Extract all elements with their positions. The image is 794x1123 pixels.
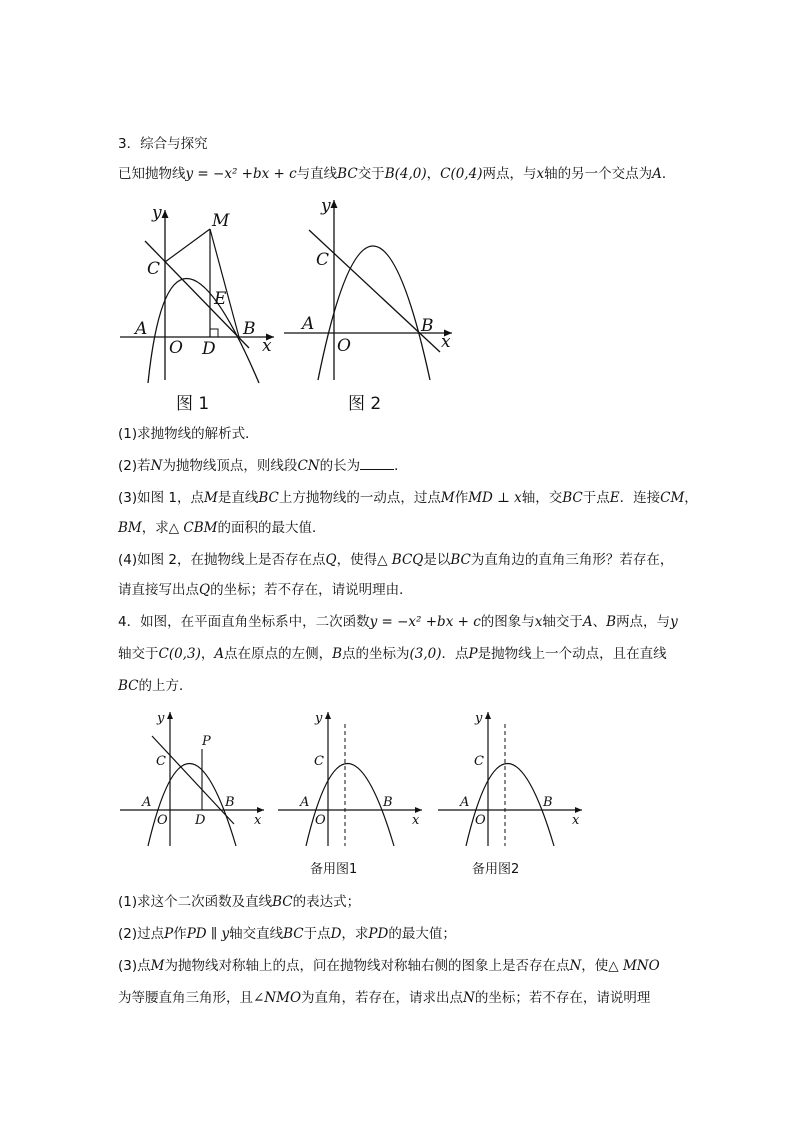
label-b: B: [225, 795, 235, 810]
q4-figure-alt-1-svg: [276, 706, 426, 881]
text: 两点，与: [616, 614, 671, 630]
q4-equation: y = −x² +bx + c: [369, 614, 481, 630]
label-b: B: [243, 319, 256, 339]
label-x: x: [572, 813, 580, 828]
parabola: [466, 764, 554, 847]
q4-figure-main-svg: [118, 706, 268, 856]
q3-part-2: [118, 456, 408, 476]
y-var: y: [670, 614, 678, 630]
text: 请直接写出点: [118, 582, 199, 598]
point-e: E: [609, 490, 620, 506]
point-m: M: [150, 958, 165, 974]
alt-figure-1-caption: 备用图1: [310, 862, 358, 877]
label-e: E: [214, 289, 227, 309]
q3-stem-text: 已知抛物线: [118, 166, 186, 182]
label-o: O: [157, 813, 168, 828]
label-b: B: [383, 795, 393, 810]
segment-cn: CN: [297, 458, 320, 474]
text: ．点: [441, 646, 469, 662]
point-b: B: [332, 646, 343, 662]
label-c: C: [474, 754, 484, 769]
alt-figure-2-caption: 备用图2: [472, 862, 520, 877]
point-n: N: [150, 458, 163, 474]
md-perp-x: MD ⊥ x: [468, 490, 522, 506]
q3-figure-1: [112, 198, 282, 422]
text: 轴，交: [521, 490, 563, 506]
q3-part-4-line-1: [118, 550, 673, 570]
q4-part-3-line-2: [118, 988, 650, 1008]
q4-line-2: [118, 644, 667, 664]
text: 为直角边的直角三角形？若存在，: [470, 552, 674, 568]
right-angle-mark: [210, 329, 218, 337]
label-o: O: [337, 336, 351, 356]
label-b: B: [543, 795, 553, 810]
text: 点在原点的左侧，: [224, 646, 333, 662]
label-a: A: [142, 795, 152, 810]
label-y: y: [315, 711, 323, 726]
parabola: [148, 764, 236, 847]
point-d: D: [330, 926, 342, 942]
answer-blank: [360, 457, 394, 470]
q3-stem-text: 与直线: [296, 166, 338, 182]
label-a: A: [300, 795, 310, 810]
text: 的面积的最大值．: [217, 520, 326, 536]
line-bc: BC: [283, 926, 304, 942]
text: 上方抛物线的一动点，过点: [278, 490, 441, 506]
segment-pd: PD: [368, 926, 389, 942]
q3-figure-2: [282, 194, 460, 422]
label-y: y: [321, 196, 331, 216]
y-axis-arrow-icon: [331, 200, 338, 208]
q3-stem-equation: y = −x² +bx + c: [185, 166, 297, 182]
line-bc: [145, 241, 249, 348]
q3-stem-text: 轴的另一个交点为: [544, 166, 653, 182]
q3-stem-text: 交于: [357, 166, 385, 182]
text: 点的坐标为: [342, 646, 410, 662]
label-a: A: [460, 795, 470, 810]
text: (3)点: [118, 958, 151, 974]
text: 的坐标；若不存在，请说明理由．: [210, 582, 413, 598]
text: ，使得: [336, 552, 378, 568]
label-o: O: [169, 338, 183, 358]
point-q: Q: [325, 552, 337, 568]
text: ，: [200, 646, 215, 662]
text: 是直线: [217, 490, 259, 506]
label-x: x: [441, 332, 451, 352]
q3-stem-x: x: [536, 166, 545, 182]
label-c: C: [156, 754, 166, 769]
q3-stem-point-b: B(4,0): [384, 166, 427, 182]
text: 、: [592, 614, 607, 630]
q4-part-1: [118, 892, 360, 912]
label-d: D: [202, 339, 216, 359]
q3-stem-line-bc: BC: [337, 166, 358, 182]
triangle-mno: △ MNO: [608, 958, 660, 974]
text: (4)如图 2，在抛物线上是否存在点: [118, 552, 326, 568]
text: (3)如图 1，点: [118, 490, 205, 506]
text: 的最大值；: [388, 926, 456, 942]
text: 于点: [303, 926, 331, 942]
text: 是以: [423, 552, 451, 568]
q3-heading: 3．综合与探究: [118, 136, 208, 152]
text: 的上方．: [138, 678, 193, 694]
q3-stem-text: ．: [661, 166, 676, 182]
text: 的图象与: [480, 614, 535, 630]
q3-part-4-line-2: [118, 580, 413, 600]
point-a: A: [582, 614, 593, 630]
y-axis-arrow-icon: [162, 210, 169, 218]
text: 的表达式；: [292, 894, 361, 910]
point-q: Q: [199, 582, 211, 598]
text: 为等腰直角三角形，且: [118, 990, 253, 1006]
segment-bm: [210, 229, 239, 337]
text: 是抛物线上一个动点，且在直线: [477, 646, 667, 662]
line-bc: [152, 736, 234, 824]
triangle-bcq: △ BCQ: [377, 552, 424, 568]
q4-figure-alt-1: [276, 706, 426, 885]
point-m: M: [204, 490, 218, 506]
label-c: C: [147, 259, 161, 279]
q3-stem: [118, 164, 675, 184]
line-bc: BC: [272, 894, 293, 910]
text: ，求: [341, 926, 369, 942]
text: (1)求这个二次函数及直线: [118, 894, 273, 910]
q3-figure-2-svg: [282, 194, 460, 418]
label-m: M: [212, 211, 230, 231]
text: 为抛物线顶点，则线段: [162, 458, 298, 474]
label-p: P: [202, 734, 211, 749]
angle-nmo: ∠NMO: [253, 990, 302, 1006]
text: 作: [454, 490, 469, 506]
point-n: N: [569, 958, 582, 974]
label-o: O: [475, 813, 486, 828]
text: 于点: [582, 490, 610, 506]
figure-1-caption: 图 1: [176, 394, 210, 414]
q4-figure-main: [118, 706, 268, 860]
label-y: y: [152, 203, 162, 223]
q4-line-3: [118, 676, 193, 696]
q3-part-3-line-1: [118, 488, 698, 508]
segment-bm: BM: [118, 520, 142, 536]
text: ．: [394, 458, 408, 474]
text: ，求: [141, 520, 169, 536]
y-axis-arrow-icon: [325, 712, 331, 719]
segment-cm: CM: [660, 490, 685, 506]
q3-stem-point-a: A: [652, 166, 662, 182]
x-var: x: [534, 614, 543, 630]
text: (2)若: [118, 458, 151, 474]
text: 的长为: [319, 458, 361, 474]
q3-stem-text: ，: [426, 166, 441, 182]
text: (2)过点: [118, 926, 165, 942]
text: 轴交于: [118, 646, 159, 662]
line-bc: BC: [450, 552, 471, 568]
label-y: y: [475, 711, 483, 726]
line-bc: BC: [118, 678, 139, 694]
label-c: C: [314, 754, 324, 769]
text: 作: [173, 926, 187, 942]
parabola: [306, 764, 394, 847]
line-bc: BC: [562, 490, 583, 506]
point-c: C(0,3): [158, 646, 201, 662]
triangle-cbm: △ CBM: [168, 520, 218, 536]
q4-line-1: [118, 612, 678, 632]
label-y: y: [157, 711, 165, 726]
text: 的坐标；若不存在，请说明理: [474, 990, 651, 1006]
label-x: x: [262, 336, 272, 356]
label-x: x: [412, 813, 420, 828]
label-c: C: [316, 250, 330, 270]
point-m: M: [440, 490, 455, 506]
point-p: P: [468, 646, 478, 662]
line-bc: BC: [258, 490, 279, 506]
parabola: [318, 246, 430, 380]
label-x: x: [254, 813, 262, 828]
segment-cm: [165, 229, 210, 262]
q3-part-3-line-2: [118, 518, 326, 538]
label-d: D: [195, 813, 206, 828]
q4-part-3-line-1: [118, 956, 660, 976]
y-axis-arrow-icon: [167, 712, 173, 719]
text: 为直角，若存在，请求出点: [301, 990, 464, 1006]
text: ．连接: [619, 490, 661, 506]
text: ，: [684, 490, 698, 506]
q3-stem-text: 两点，与: [482, 166, 537, 182]
pd-parallel-y: PD ∥ y: [186, 926, 230, 942]
q4-figure-alt-2-svg: [436, 706, 586, 881]
label-b: B: [421, 316, 434, 336]
label-a: A: [135, 319, 148, 339]
text: 轴交于: [542, 614, 583, 630]
text: 为抛物线对称轴上的点，问在抛物线对称轴右侧的图象上是否存在点: [164, 958, 570, 974]
point-b-coord: (3,0): [409, 646, 442, 662]
point-b: B: [606, 614, 617, 630]
label-o: O: [315, 813, 326, 828]
q3-part-1: (1)求抛物线的解析式．: [118, 426, 259, 442]
q3-figure-1-svg: [112, 198, 282, 418]
label-a: A: [302, 314, 315, 334]
point-p: P: [164, 926, 174, 942]
q4-figure-alt-2: [436, 706, 586, 885]
text: 4．如图，在平面直角坐标系中，二次函数: [118, 614, 370, 630]
figure-2-caption: 图 2: [348, 394, 382, 414]
point-a: A: [214, 646, 225, 662]
q3-stem-point-c: C(0,4): [440, 166, 483, 182]
q4-part-2: [118, 924, 456, 944]
y-axis-arrow-icon: [485, 712, 491, 719]
point-n: N: [463, 990, 475, 1006]
text: 轴交直线: [229, 926, 284, 942]
text: ，使: [581, 958, 609, 974]
